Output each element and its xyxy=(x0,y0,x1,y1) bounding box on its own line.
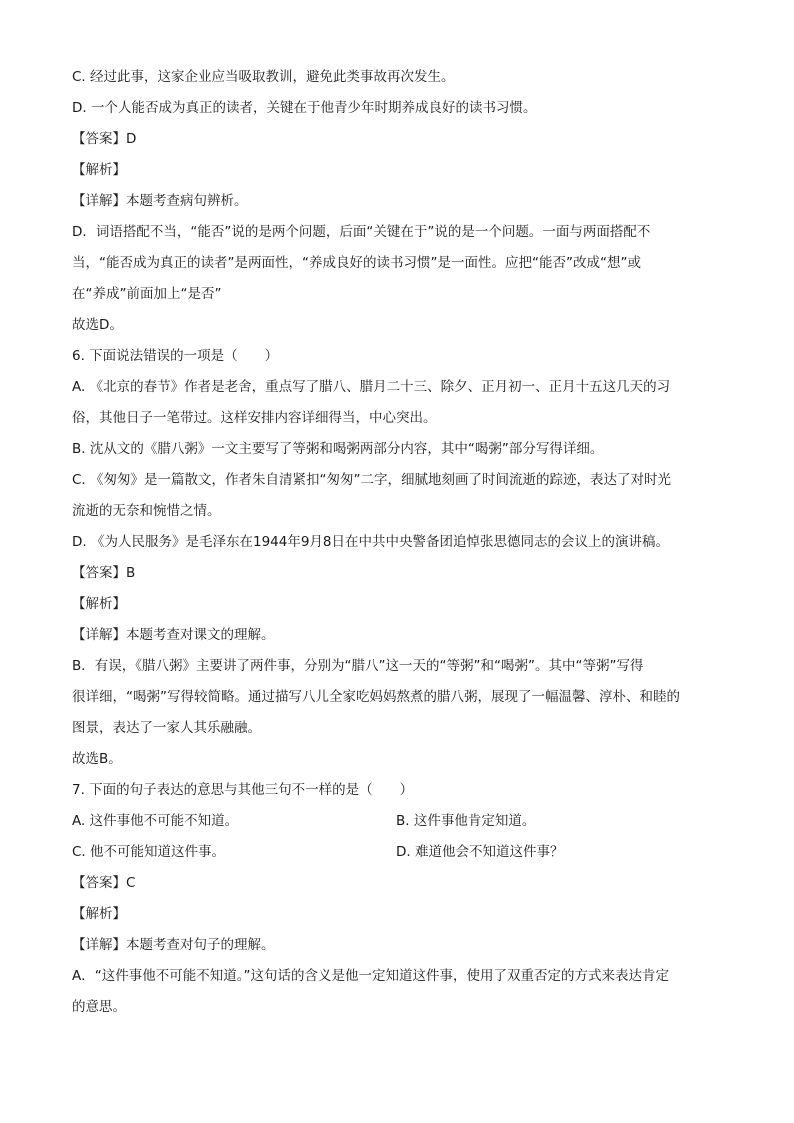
document-page xyxy=(72,62,722,1023)
choice-conclusion: 故选D。 xyxy=(72,317,123,333)
options-row xyxy=(72,837,722,868)
explanation-line: 在“养成”前面加上“是否” xyxy=(72,286,222,302)
option-c-text: C. 《匆匆》是一篇散文，作者朱自清紧扣“匆匆”二字，细腻地刻画了时间流逝的踪迹，表达了对时光 xyxy=(72,472,671,488)
option-d-text: D. 难道他会不知道这件事？ xyxy=(396,844,564,860)
option-b-text: B. 这件事他肯定知道。 xyxy=(396,813,536,829)
analysis-label: 【解析】 xyxy=(72,596,126,612)
option-d-text: D. 一个人能否成为真正的读者，关键在于他青少年时期养成良好的读书习惯。 xyxy=(72,100,537,116)
option-a-text: A. 这件事他不可能不知道。 xyxy=(72,813,239,829)
answer-label: 【答案】D xyxy=(72,131,137,147)
question-6-stem: 6. 下面说法错误的一项是（ ） xyxy=(72,348,279,364)
explanation-line: 很详细，“喝粥”写得较简略。通过描写八儿全家吃妈妈熬煮的腊八粥，展现了一幅温馨、淳朴、和睦的 xyxy=(72,689,680,705)
explanation-line: A．“这件事他不可能不知道。”这句话的含义是他一定知道这件事，使用了双重否定的方式来表达肯定 xyxy=(72,968,669,984)
answer-label: 【答案】C xyxy=(72,875,136,891)
detail-label: 【详解】本题考查对句子的理解。 xyxy=(72,937,275,953)
choice-conclusion: 故选B。 xyxy=(72,751,122,767)
explanation-line: 的意思。 xyxy=(72,999,126,1015)
option-c-text-cont: 流逝的无奈和惋惜之情。 xyxy=(72,503,221,519)
question-7-stem: 7. 下面的句子表达的意思与其他三句不一样的是（ ） xyxy=(72,782,414,798)
detail-label: 【详解】本题考查对课文的理解。 xyxy=(72,627,275,643)
option-a-text-cont: 俗，其他日子一笔带过。这样安排内容详细得当，中心突出。 xyxy=(72,410,437,426)
detail-label: 【详解】本题考查病句辨析。 xyxy=(72,193,248,209)
options-row xyxy=(72,806,722,837)
explanation-line: B．有误，《腊八粥》主要讲了两件事，分别为“腊八”这一天的“等粥”和“喝粥”。其中“等粥”写得 xyxy=(72,658,644,674)
analysis-label: 【解析】 xyxy=(72,906,126,922)
option-d-text: D. 《为人民服务》是毛泽东在1944年9月8日在中共中央警备团追悼张思德同志的会议上的演讲稿。 xyxy=(72,534,670,550)
explanation-line: 图景，表达了一家人其乐融融。 xyxy=(72,720,261,736)
option-c-text: C. 经过此事，这家企业应当吸取教训，避免此类事故再次发生。 xyxy=(72,69,455,85)
option-c-text: C. 他不可能知道这件事。 xyxy=(72,844,226,860)
answer-label: 【答案】B xyxy=(72,565,136,581)
explanation-line: 当，“能否成为真正的读者”是两面性，“养成良好的读书习惯”是一面性。应把“能否”改成“想”或 xyxy=(72,255,641,271)
explanation-line: D．词语搭配不当，“能否”说的是两个问题，后面“关键在于”说的是一个问题。一面与两面搭配不 xyxy=(72,224,651,240)
option-a-text: A. 《北京的春节》作者是老舍，重点写了腊八、腊月二十三、除夕、正月初一、正月十五这几天的习 xyxy=(72,379,671,395)
analysis-label: 【解析】 xyxy=(72,162,126,178)
option-b-text: B. 沈从文的《腊八粥》一文主要写了等粥和喝粥两部分内容，其中“喝粥”部分写得详细。 xyxy=(72,441,604,457)
